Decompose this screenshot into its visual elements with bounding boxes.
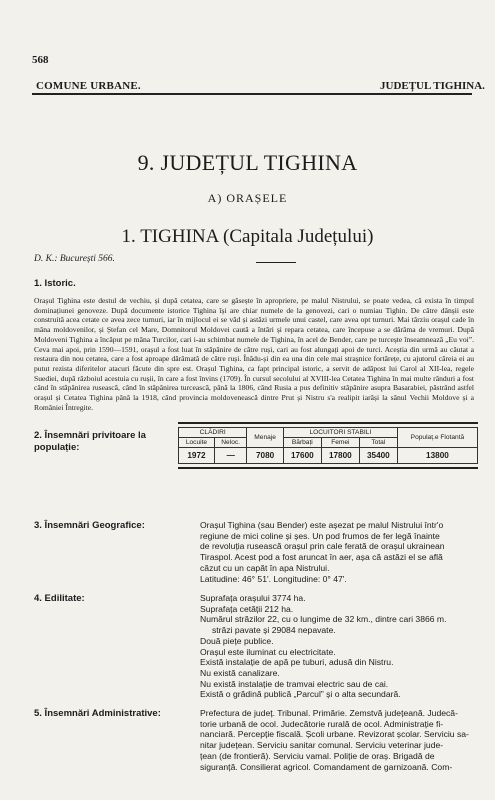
table-header-locuite: Locuite — [179, 438, 215, 448]
table-header-total: Total — [359, 438, 397, 448]
table-group-cladiri: CLĂDIRI — [179, 428, 247, 438]
table-header-nelocuite: Neloc. — [214, 438, 246, 448]
population-table — [178, 427, 478, 464]
chapter-title: 9. JUDEȚUL TIGHINA — [137, 150, 358, 175]
table-header-barbati: Bărbați — [283, 438, 321, 448]
cell-barbati: 17600 — [283, 448, 321, 464]
cell-femei: 17800 — [321, 448, 359, 464]
dk-reference: D. K.: București 566. — [34, 254, 115, 264]
cell-nelocuite: — — [214, 448, 246, 464]
section-administrative-label: 5. Însemnări Administrative: — [34, 708, 161, 719]
text-line: nitar județean. Serviciu sanitar comunal. Serviciu veterinar jude- — [200, 740, 444, 751]
section-geografice-label: 3. Însemnări Geografice: — [34, 520, 145, 531]
text-line: Prefectura de județ. Tribunal. Primărie. Zemstvă județeană. Judecă- — [200, 708, 458, 718]
section-istoric-heading: 1. Istoric. — [34, 278, 76, 289]
text-line: de revoluția rusească orașul prin cale ferată de orașul ukrainean — [200, 541, 445, 552]
header-rule — [32, 93, 472, 95]
table-row — [179, 448, 478, 464]
running-header-right: JUDEȚUL TIGHINA. — [380, 80, 485, 92]
population-table-wrapper — [178, 422, 478, 469]
table-header-menaje: Menaje — [247, 428, 283, 448]
section-populatie-label: 2. Însemnări privitoare la populație: — [34, 430, 146, 453]
text-line: Nu există canalizare. — [200, 667, 280, 678]
table-top-rule — [178, 422, 478, 424]
text-line: Numărul străzilor 22, cu o lungime de 32 km., dintre cari 3866 m. — [200, 614, 447, 625]
text-line: Există o grădină publică „Parcul” și o alta secundară. — [200, 689, 401, 700]
text-line: căzut cu un capăt în apa Nistrului. — [200, 562, 330, 573]
table-group-locuitori: LOCUITORI STABILI — [283, 428, 397, 438]
running-header-left: COMUNE URBANE. — [36, 80, 141, 92]
section-administrative-text — [200, 708, 476, 772]
cell-populatie: 13800 — [397, 448, 477, 464]
text-line: Două piețe publice. — [200, 635, 274, 646]
cell-menaje: 7080 — [247, 448, 283, 464]
section-title: A) ORAȘELE — [207, 191, 288, 205]
section-edilitate-label: 4. Edilitate: — [34, 593, 85, 604]
section-geografice-text — [200, 520, 476, 584]
table-header-populatie: Populaț.e Flotantă — [397, 428, 477, 448]
text-line: siguranță. Consilierat agricol. Comandament de garnizoană. Com- — [200, 761, 453, 772]
cell-total: 35400 — [359, 448, 397, 464]
text-line: Orașul este iluminat cu electricitate. — [200, 646, 336, 657]
text-line: regiune de mici coline și șes. Un pod frumos de fer legă înainte — [200, 530, 440, 541]
section-edilitate-text — [200, 593, 476, 700]
text-line: Există instalație de apă pe tuburi, adusă din Nistru. — [200, 657, 394, 668]
text-line: Nu există instalație de tramvai electric sau de cai. — [200, 678, 389, 689]
city-title: 1. TIGHINA (Capitala Județului) — [121, 226, 374, 247]
divider — [256, 262, 296, 263]
text-line: Latitudine: 46° 51'. Longitudine: 0° 47'. — [200, 573, 347, 584]
text-line: străzi pavate și 29084 nepavate. — [212, 625, 336, 636]
text-line: Suprafața cetății 212 ha. — [200, 603, 294, 614]
text-line: țean (de frontieră). Serviciu vamal. Poliție de oraș. Brigadă de — [200, 750, 435, 761]
page-number: 568 — [32, 54, 49, 66]
text-line: Suprafața orașului 3774 ha. — [200, 593, 306, 603]
table-bottom-rule — [178, 467, 478, 469]
section-istoric-text: Orașul Tighina este destul de vechiu, și după cetatea, care se găsește în apropriere, pe malul Nistrului, se poate vedea, că exista în timpul dominațiunei genoveze. După documente istorice Tighina își are chiar numele de la genovezi, cari o numiau Tighin. De către dânșii este construită acea cetate ce avea zece turnuri, iar în mijlocul ei se văd și astăzi urmele unui castel, care avea opt turnuri. Mai târziu orașul cade în mâna moldovenilor, și Ștefan cel Mare, Domnitorul Moldovei caută a întări și repara cetatea, care începuse a se dărâma de vremuri. După Moldoveni Tighina a încăput pe mâna Turcilor, cari i-au schimbat numele de Tighina, în acel de Bender, care pe turcește înseamnează „Eu voi”. Ceva mai apoi, prin 1590—1591, orașul a fost luat în stăpânire de către ruși, cari au fost alungați apoi de turci. Aceștia din urmă au căutat a restaura din nou cetatea, care a fost aproape dărâmată de către ruși. Înădu-și din ea una din cele mai strașnice fortărețe, cu ajutorul căreia ei au putut rezista diferitelor atacuri făcute din spre est. Orașul Tighina, ca fapt principal istoric, a servit de adăpost lui Carol al XII-lea, regele Suediei, după războiul acestuia cu rușii, în care a fost învins (1709). În cursul secolului al XVIII-lea Cetatea Tighina în mai multe rânduri a fost când în stăpânirea rusească, când în stăpânirea turcească, până la 1806, când Rusia a pus definitiv stăpânire asupra Basarabiei, păstrând astfel orașul și Cetatea Tighina până la 1918, când provincia moldovenească dintre Prut și Nistru s'a realipit iarăși la sânul Vechii Moldove și a României Întregite. — [34, 296, 474, 412]
text-line: Orașul Tighina (sau Bender) este așezat pe malul Nistrului într'o — [200, 520, 444, 530]
text-line: Tiraspol. Acest pod a fost aruncat în aer, așa că astăzi el se află — [200, 552, 443, 563]
cell-locuite: 1972 — [179, 448, 215, 464]
table-header-femei: Femei — [321, 438, 359, 448]
text-line: torie urbană de ocol. Judecătorie rurală de ocol. Administrație fi- — [200, 718, 444, 729]
text-line: nanciară. Percepție fiscală. Școli urbane. Revizorat școlar. Serviciu sa- — [200, 729, 469, 740]
